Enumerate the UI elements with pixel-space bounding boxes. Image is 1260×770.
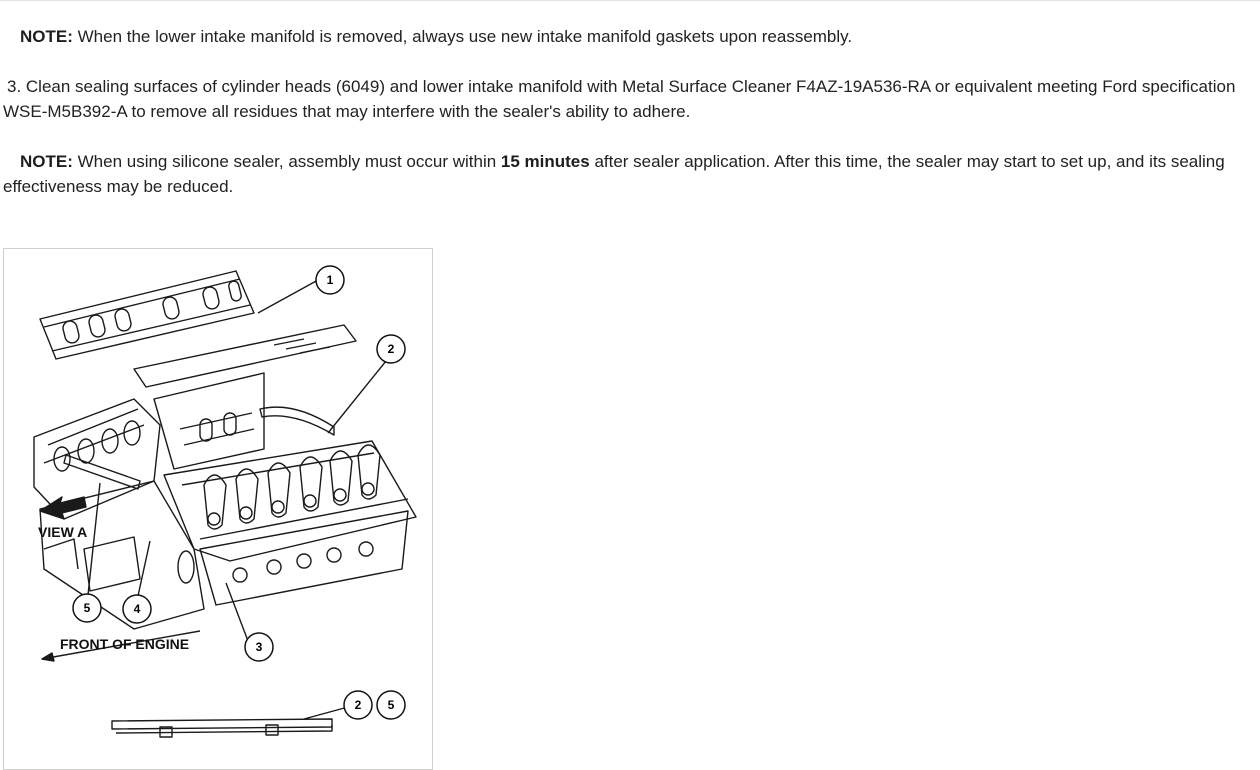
svg-text:1: 1 xyxy=(326,273,334,287)
step-3 xyxy=(3,74,1243,124)
step-3-text: 3. Clean sealing surfaces of cylinder heads (6049) and lower intake manifold with Metal Surface Cleaner F4AZ-19A536-RA or equivalent meeting Ford specification WSE-M5B392-A to remove all residues that may interfere with the sealer's ability to adhere. xyxy=(3,77,1236,121)
svg-text:5: 5 xyxy=(83,601,91,615)
svg-text:5: 5 xyxy=(387,698,395,712)
svg-text:4: 4 xyxy=(133,602,141,616)
note-gaskets xyxy=(3,24,1243,49)
front-of-engine-label: FRONT OF ENGINE xyxy=(60,636,190,652)
engine-illustration xyxy=(4,249,432,769)
rocker-arms xyxy=(204,445,380,529)
svg-text:2: 2 xyxy=(387,342,395,356)
svg-text:3: 3 xyxy=(255,640,263,654)
callout-1 xyxy=(316,266,344,294)
callout-5-detail xyxy=(377,691,405,719)
view-a-label: VIEW A xyxy=(38,524,88,540)
engine-diagram xyxy=(3,248,433,770)
note-label: NOTE: xyxy=(20,27,73,46)
note-sealer xyxy=(3,149,1243,199)
callout-2-detail xyxy=(344,691,372,719)
end-seal-detail xyxy=(112,719,332,729)
callout-4 xyxy=(123,595,151,623)
svg-text:2: 2 xyxy=(354,698,362,712)
note-text: When the lower intake manifold is removed, always use new intake manifold gaskets upon reassembly. xyxy=(72,27,853,46)
callout-3 xyxy=(245,633,273,661)
valley-area xyxy=(154,373,264,469)
right-cylinder-head xyxy=(164,441,416,561)
end-seal-right xyxy=(260,407,334,435)
note-text-after: after sealer application. After this time, the sealer may start to set up, and its sealing effectiveness may be reduced. xyxy=(3,152,1225,196)
callout-2 xyxy=(377,335,405,363)
note-label: NOTE: xyxy=(20,152,73,171)
note-text-before: When using silicone sealer, assembly must occur within xyxy=(72,152,501,171)
end-seal-left xyxy=(64,455,140,489)
note-emphasis: 15 minutes xyxy=(500,152,590,171)
top-divider xyxy=(0,0,1260,1)
callout-5 xyxy=(73,594,101,622)
